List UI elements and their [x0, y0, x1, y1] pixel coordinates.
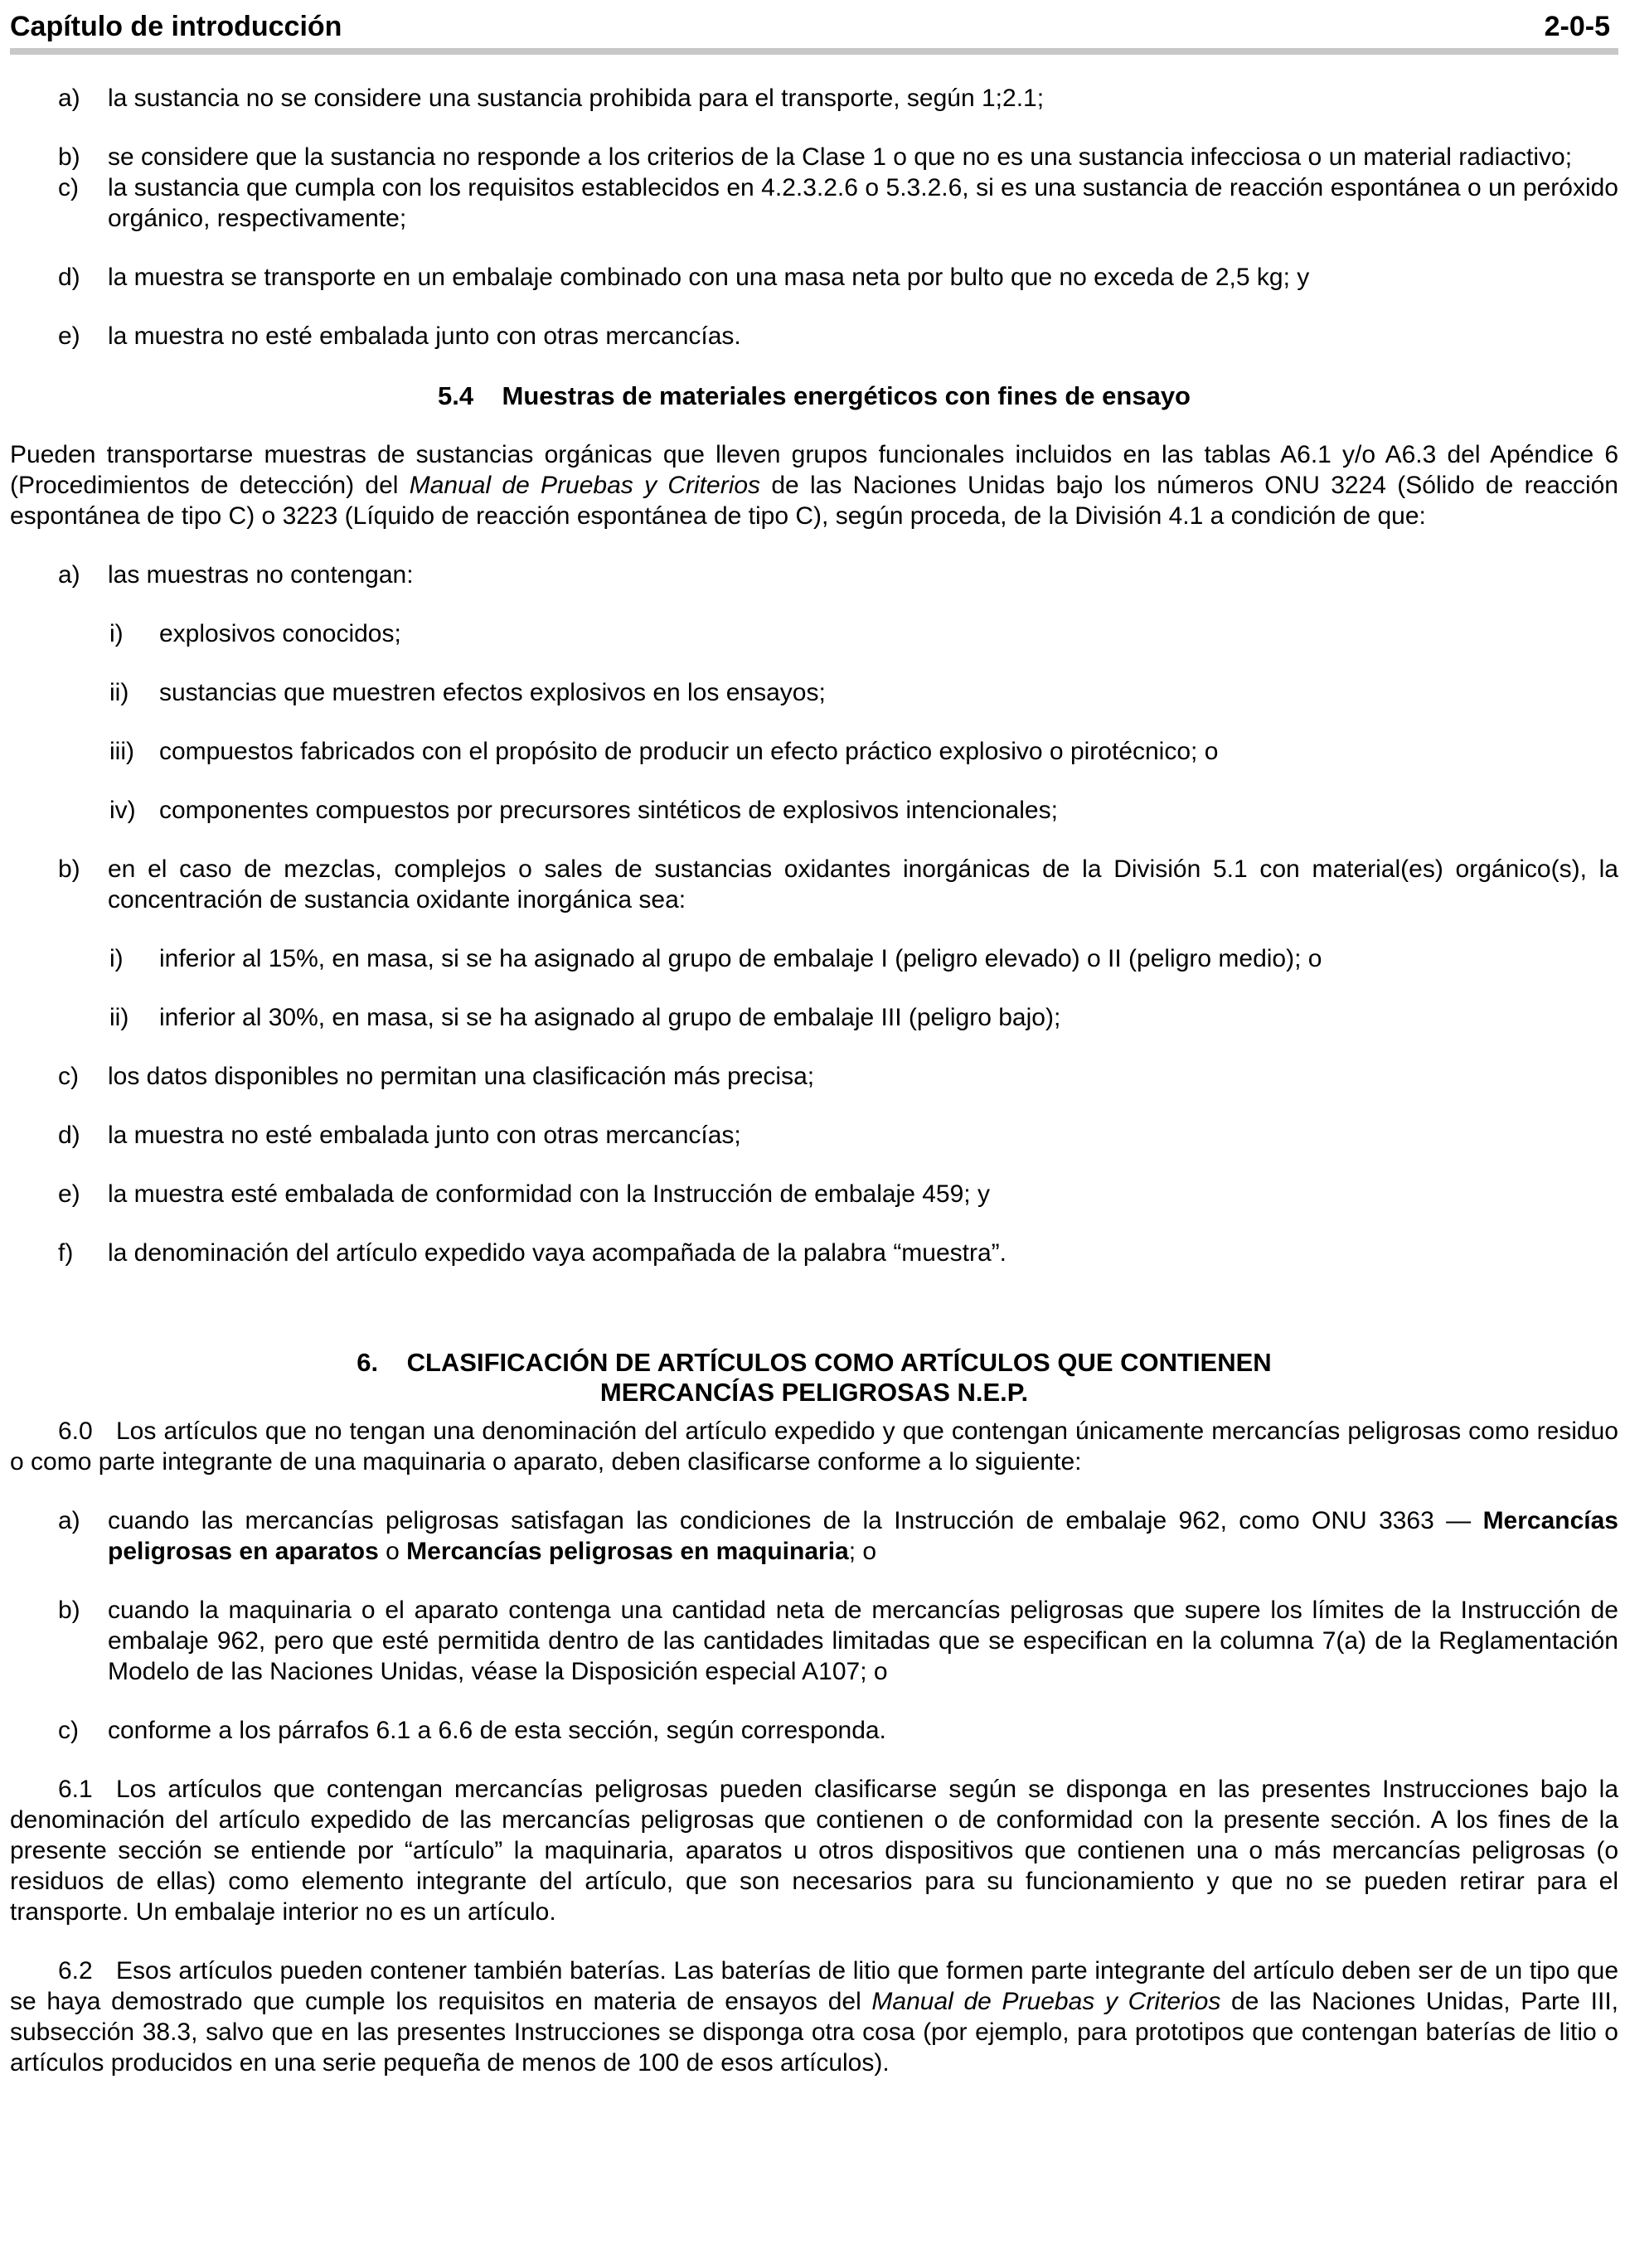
- item-text: inferior al 15%, en masa, si se ha asignado al grupo de embalaje I (peligro elevado) o II (peligro medio); o: [159, 945, 1322, 972]
- item-label: d): [58, 1122, 80, 1149]
- sub-item: [10, 677, 1618, 708]
- item-label: e): [58, 322, 80, 350]
- list-item: [10, 560, 1618, 590]
- list-item: [10, 321, 1618, 351]
- paragraph-6-1: [10, 1774, 1618, 1927]
- item-text: sustancias que muestren efectos explosivos en los ensayos;: [159, 679, 826, 706]
- section-title: Muestras de materiales energéticos con fines de ensayo: [502, 381, 1191, 410]
- item-text: la sustancia no se considere una sustancia prohibida para el transporte, según 1;2.1;: [108, 85, 1045, 112]
- manual-title: Manual de Pruebas y Criterios: [409, 472, 761, 499]
- item-label: i): [109, 620, 124, 647]
- section-5-4-heading: [10, 381, 1618, 411]
- item-text-part: ; o: [848, 1538, 877, 1565]
- intro-text: de las Naciones Unidas bajo los números ONU 3224 (Sólido de reacción espontánea de tipo C) o 3223 (Líquido de reacción espontánea de tipo C), según proceda, de la División 4.1 a condición de que:: [10, 472, 1618, 530]
- paragraph-text: Los artículos que contengan mercancías peligrosas pueden clasificarse según se disponga en las presentes Instrucciones bajo la denominación del artículo expedido de las mercancías peligrosas que contienen o de conformidad con la presente sección. A los fines de la presente sección se entiende por “artículo” la maquinaria, aparatos u otros dispositivos que contienen una o más mercancías peligrosas (o residuos de ellas) como elemento integrante del artículo, que son necesarios para su funcionamiento y que no se pueden retirar para el transporte. Un embalaje interior no es un artículo.: [10, 1776, 1618, 1926]
- paragraph-text: de las Naciones Unidas, Parte III, subsección 38.3, salvo que en las presentes Instrucciones se disponga otra cosa (por ejemplo, para prototipos que contengan baterías de litio o artículos producidos en una serie pequeña de menos de 100 de esos artículos).: [10, 1988, 1618, 2077]
- manual-title: Manual de Pruebas y Criterios: [871, 1988, 1221, 2015]
- paragraph-number: 6.0: [58, 1418, 93, 1445]
- section-5-4-list: [10, 560, 1618, 1268]
- paragraph-6-0: [10, 1416, 1618, 1477]
- paragraph-number: 6.2: [58, 1957, 93, 1984]
- list-item: [10, 1595, 1618, 1687]
- sub-item: [10, 736, 1618, 767]
- list-item: [10, 1238, 1618, 1268]
- item-text: en el caso de mezclas, complejos o sales de sustancias oxidantes inorgánicas de la División 5.1 con material(es) orgánico(s), la concentración de sustancia oxidante inorgánica sea:: [108, 855, 1618, 914]
- item-label: ii): [109, 679, 129, 706]
- item-label: b): [58, 1597, 80, 1624]
- item-label: c): [58, 174, 79, 201]
- item-label: b): [58, 855, 80, 883]
- item-text: inferior al 30%, en masa, si se ha asignado al grupo de embalaje III (peligro bajo);: [159, 1004, 1061, 1031]
- item-label: iv): [109, 797, 136, 824]
- intro-text: Pueden transportarse muestras de sustancias orgánicas que lleven grupos funcionales incluidos en las tablas A6.1 y/o A6.3 del Apéndice 6 (Procedimientos de detección) del: [10, 441, 1618, 499]
- item-text: se considere que la sustancia no responde a los criterios de la Clase 1 o que no es una sustancia infecciosa o un material radiactivo;: [108, 143, 1573, 171]
- item-text: conforme a los párrafos 6.1 a 6.6 de esta sección, según corresponda.: [108, 1717, 886, 1744]
- item-label: ii): [109, 1004, 129, 1031]
- section-6-list: [10, 1505, 1618, 1746]
- conditions-list: [10, 83, 1618, 351]
- list-item: [10, 172, 1618, 234]
- item-text-bold: Mercancías peligrosas en aparatos: [108, 1507, 1618, 1565]
- item-text: las muestras no contengan:: [108, 561, 414, 589]
- item-text: la muestra se transporte en un embalaje combinado con una masa neta por bulto que no exceda de 2,5 kg; y: [108, 264, 1310, 291]
- sub-item: [10, 1002, 1618, 1033]
- list-item: [10, 1505, 1618, 1567]
- item-label: a): [58, 1507, 80, 1534]
- item-label: c): [58, 1717, 79, 1744]
- section-6-heading: [10, 1348, 1618, 1408]
- item-text: [108, 1505, 1618, 1567]
- paragraph-text: Esos artículos pueden contener también baterías. Las baterías de litio que formen parte integrante del artículo deben ser de un tipo que se haya demostrado que cumple los requisitos en materia de ensayos del: [10, 1957, 1618, 2015]
- section-number: 5.4: [437, 381, 474, 410]
- item-label: a): [58, 85, 80, 112]
- item-text: la sustancia que cumpla con los requisitos establecidos en 4.2.3.2.6 o 5.3.2.6, si es una sustancia de reacción espontánea o un peróxido orgánico, respectivamente;: [108, 174, 1618, 232]
- page-header: [10, 0, 1618, 43]
- item-text: cuando la maquinaria o el aparato contenga una cantidad neta de mercancías peligrosas que supere los límites de la Instrucción de embalaje 962, pero que esté permitida dentro de las cantidades limitadas que se especifican en la columna 7(a) de la Reglamentación Modelo de las Naciones Unidas, véase la Disposición especial A107; o: [108, 1597, 1618, 1685]
- item-text: la muestra no esté embalada junto con otras mercancías;: [108, 1122, 741, 1149]
- list-item: [10, 854, 1618, 915]
- item-text: la muestra no esté embalada junto con otras mercancías.: [108, 322, 741, 350]
- item-label: a): [58, 561, 80, 589]
- item-label: c): [58, 1063, 79, 1090]
- item-text-bold: Mercancías peligrosas en maquinaria: [406, 1538, 849, 1565]
- item-text-part: cuando las mercancías peligrosas satisfagan las condiciones de la Instrucción de embalaje 962, como ONU 3363 —: [108, 1507, 1483, 1534]
- item-text-part: o: [378, 1538, 407, 1565]
- list-item: [10, 1061, 1618, 1092]
- paragraph-text: Los artículos que no tengan una denominación del artículo expedido y que contengan únicamente mercancías peligrosas como residuo o como parte integrante de una maquinaria o aparato, deben clasificarse conforme a lo siguiente:: [10, 1418, 1618, 1476]
- sub-item: [10, 795, 1618, 826]
- item-text: la denominación del artículo expedido vaya acompañada de la palabra “muestra”.: [108, 1239, 1007, 1267]
- item-label: i): [109, 945, 124, 972]
- list-item: [10, 83, 1618, 114]
- item-label: d): [58, 264, 80, 291]
- sub-item: [10, 618, 1618, 649]
- list-item: [10, 1120, 1618, 1151]
- header-rule: [10, 48, 1618, 55]
- item-text: explosivos conocidos;: [159, 620, 401, 647]
- list-item: [10, 142, 1618, 172]
- section-title-line: MERCANCÍAS PELIGROSAS N.E.P.: [599, 1378, 1029, 1407]
- paragraph-number: 6.1: [58, 1776, 93, 1803]
- item-label: f): [58, 1239, 74, 1267]
- section-5-4-intro: [10, 439, 1618, 531]
- item-text: componentes compuestos por precursores sintéticos de explosivos intencionales;: [159, 797, 1058, 824]
- item-label: iii): [109, 738, 134, 765]
- sub-item: [10, 943, 1618, 974]
- document-page: [10, 0, 1618, 2078]
- section-title-line: 6. CLASIFICACIÓN DE ARTÍCULOS COMO ARTÍCULOS QUE CONTIENEN: [357, 1348, 1272, 1377]
- list-item: [10, 1715, 1618, 1746]
- item-text: compuestos fabricados con el propósito de producir un efecto práctico explosivo o pirotécnico; o: [159, 738, 1219, 765]
- item-label: e): [58, 1180, 80, 1208]
- paragraph-6-2: [10, 1955, 1618, 2078]
- list-item: [10, 1179, 1618, 1209]
- item-label: b): [58, 143, 80, 171]
- item-text: la muestra esté embalada de conformidad con la Instrucción de embalaje 459; y: [108, 1180, 990, 1208]
- chapter-title: Capítulo de introducción: [10, 11, 342, 42]
- page-number: 2-0-5: [1544, 11, 1610, 42]
- list-item: [10, 262, 1618, 293]
- item-text: los datos disponibles no permitan una clasificación más precisa;: [108, 1063, 815, 1090]
